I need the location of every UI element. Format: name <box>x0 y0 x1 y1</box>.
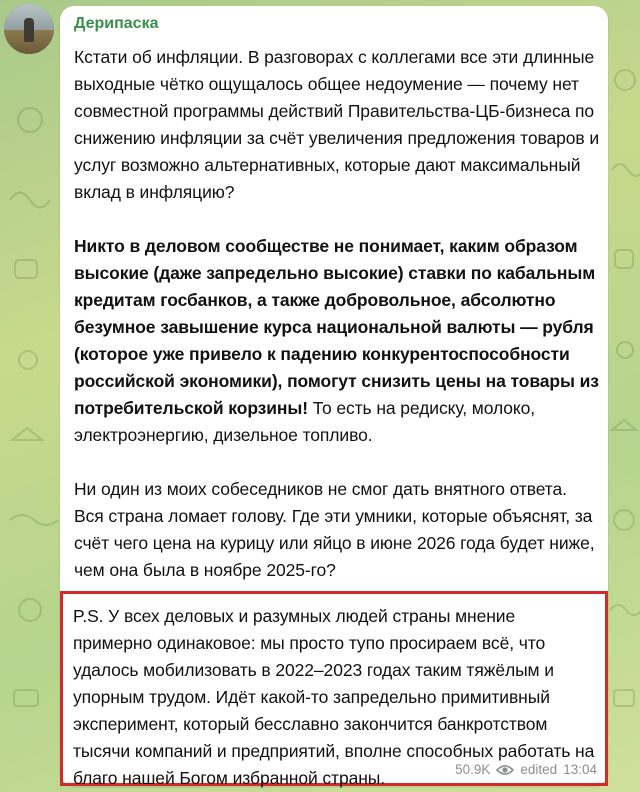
message-meta <box>455 762 597 777</box>
paragraph-3-text: Ни один из моих собеседников не смог дать внятного ответа. Вся страна ломает голову. Где эти умники, которые объяснят, за счёт чего цена на курицу или яйцо в июне 2026 года будет ниже, чем она была в ноябре 2025-го? <box>74 479 595 580</box>
avatar-figure <box>24 18 34 42</box>
message-paragraph-1 <box>74 44 600 206</box>
eye-icon <box>496 764 514 776</box>
sender-name[interactable]: Дерипаска <box>74 15 159 32</box>
paragraph-2-bold-text: Никто в деловом сообществе не понимает, каким образом высокие (даже запредельно высокие) ставки по кабальным кредитам госбанков, а также добровольное, абсолютно безумное завышение курса национальной валюты — рубля (которое уже привело к падению конкурентоспособности российской экономики), помогут снизить цены на товары из потребительской корзины! <box>74 236 599 418</box>
message-bubble[interactable] <box>60 6 608 786</box>
edited-label: edited <box>520 762 558 777</box>
message-paragraph-2 <box>74 233 600 449</box>
view-count: 50.9K <box>455 762 491 777</box>
sender-avatar[interactable] <box>4 4 54 54</box>
paragraph-2-text: То есть на редиску, молоко, электроэнергию, дизельное топливо. <box>74 398 536 445</box>
message-paragraph-3 <box>74 476 600 584</box>
ps-text: P.S. У всех деловых и разумных людей страны мнение примерно одинаковое: мы просто тупо просираем всё, что удалось мобилизовать в 2022–2023 годах таким тяжёлым и упорным трудом. Идёт какой-то запредельно примитивный эксперимент, который бесславно закончится банкротством тысячи компаний и предприятий, вполне способных работать на благо нашей Богом избранной страны. <box>73 606 595 788</box>
ps-highlight-box <box>60 591 608 786</box>
message-time: 13:04 <box>563 762 597 777</box>
paragraph-1-text: Кстати об инфляции. В разговорах с коллегами все эти длинные выходные чётко ощущалось общее недоумение — почему нет совместной программы действий Правительства-ЦБ-бизнеса по снижению инфляции за счёт увеличения предложения товаров и услуг возможно альтернативных, которые дают максимальный вклад в инфляцию? <box>74 47 600 202</box>
